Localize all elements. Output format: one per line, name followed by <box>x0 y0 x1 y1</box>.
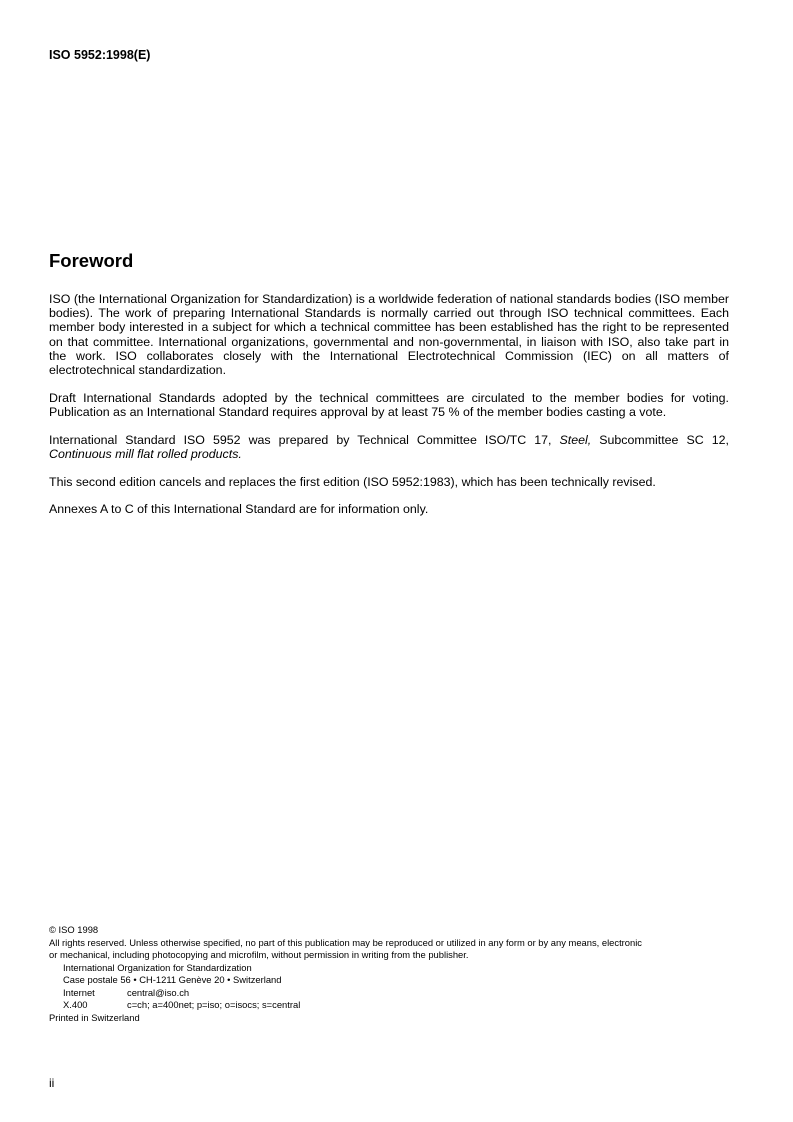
printed-in: Printed in Switzerland <box>49 1011 140 1023</box>
rights-statement-2: or mechanical, including photocopying and microfilm, without permission in writing from the publisher. <box>49 949 469 960</box>
document-id-header: ISO 5952:1998(E) <box>49 48 151 62</box>
preparation-text-2: Subcommittee SC 12, <box>591 432 729 447</box>
paragraph-edition: This second edition cancels and replaces the first edition (ISO 5952:1983), which has been technically revised. <box>49 474 656 489</box>
x400-label: X.400 <box>63 999 88 1010</box>
preparation-text-1: International Standard ISO 5952 was prepared by Technical Committee ISO/TC 17, <box>49 432 560 447</box>
x400-value: c=ch; a=400net; p=iso; o=isocs; s=central <box>127 999 301 1010</box>
internet-value: central@iso.ch <box>127 986 190 998</box>
internet-contact <box>49 987 739 1000</box>
page-title: Foreword <box>49 250 134 271</box>
page-number: ii <box>49 1076 55 1090</box>
paragraph-annexes: Annexes A to C of this International Standard are for information only. <box>49 502 429 517</box>
paragraph-preparation <box>49 433 729 461</box>
x400-contact <box>49 999 739 1012</box>
organization-name: International Organization for Standardization <box>63 961 252 973</box>
committee-name: Steel, <box>559 432 592 447</box>
rights-statement-1: All rights reserved. Unless otherwise specified, no part of this publication may be reproduced or utilized in any form or by any means, electronic <box>49 936 642 948</box>
copyright-block <box>49 924 739 1024</box>
subcommittee-name: Continuous mill flat rolled products. <box>49 446 242 461</box>
postal-address: Case postale 56 • CH-1211 Genève 20 • Switzerland <box>63 974 282 985</box>
foreword-body <box>49 292 729 530</box>
paragraph-draft-standards: Draft International Standards adopted by the technical committees are circulated to the member bodies for voting. Publication as an International Standard requires approval by at least 75 % of the member bodies casting a vote. <box>49 390 729 419</box>
copyright-line: © ISO 1998 <box>49 924 99 935</box>
paragraph-iso-overview: ISO (the International Organization for Standardization) is a worldwide federation of national standards bodies (ISO member bodies). The work of preparing International Standards is normally carried out through ISO technical committees. Each member body interested in a subject for which a technical committee has been established has the right to be represented on that committee. International organizations, governmental and non-governmental, in liaison with ISO, also take part in the work. ISO collaborates closely with the International Electrotechnical Commission (IEC) on all matters of electrotechnical standardization. <box>49 292 729 378</box>
internet-label: Internet <box>63 986 95 998</box>
